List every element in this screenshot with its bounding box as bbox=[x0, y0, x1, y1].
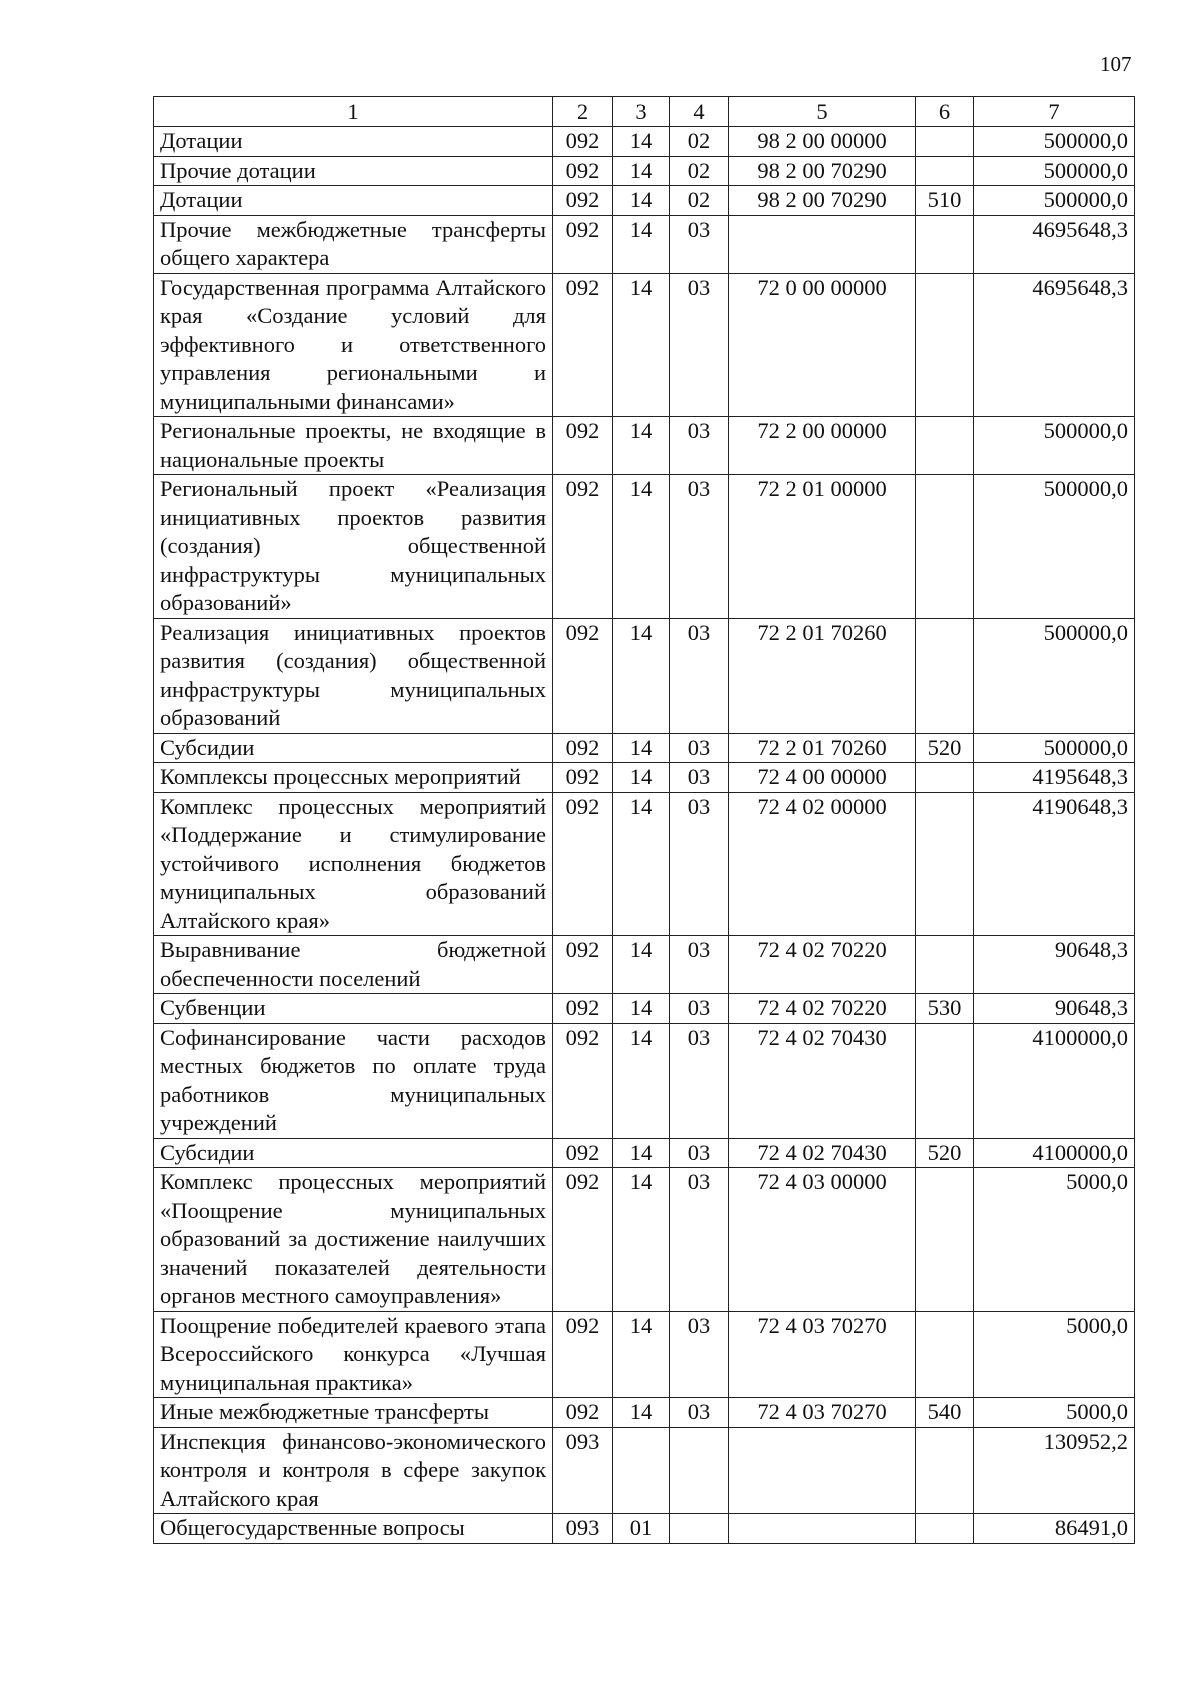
amount-cell: 500000,0 bbox=[974, 127, 1135, 157]
name-cell: Государственная программа Алтайского края «Создание условий для эффективного и ответственного управления региональными и муниципальными финансами» bbox=[154, 273, 553, 417]
amount-cell: 4195648,3 bbox=[974, 763, 1135, 793]
amount-cell: 90648,3 bbox=[974, 994, 1135, 1024]
name-cell: Прочие дотации bbox=[154, 156, 553, 186]
header-cell: 2 bbox=[553, 97, 613, 127]
table-row bbox=[154, 994, 1135, 1024]
code-cell-5: 72 4 02 70430 bbox=[729, 1023, 916, 1138]
code-cell-5: 98 2 00 00000 bbox=[729, 127, 916, 157]
code-cell-5 bbox=[729, 1514, 916, 1544]
amount-cell: 5000,0 bbox=[974, 1398, 1135, 1428]
code-cell-3: 14 bbox=[613, 1311, 670, 1398]
name-cell: Инспекция финансово-экономического контроля и контроля в сфере закупок Алтайского края bbox=[154, 1427, 553, 1514]
code-cell-4: 03 bbox=[670, 417, 729, 475]
amount-cell: 4695648,3 bbox=[974, 215, 1135, 273]
code-cell-6 bbox=[916, 792, 974, 936]
code-cell-6 bbox=[916, 1023, 974, 1138]
table-row bbox=[154, 733, 1135, 763]
table-row bbox=[154, 618, 1135, 733]
code-cell-3: 14 bbox=[613, 936, 670, 994]
name-cell: Поощрение победителей краевого этапа Всероссийского конкурса «Лучшая муниципальная практика» bbox=[154, 1311, 553, 1398]
name-cell: Дотации bbox=[154, 127, 553, 157]
code-cell-4: 03 bbox=[670, 1398, 729, 1428]
amount-cell: 4100000,0 bbox=[974, 1138, 1135, 1168]
amount-cell: 500000,0 bbox=[974, 156, 1135, 186]
table-row bbox=[154, 936, 1135, 994]
name-cell: Софинансирование части расходов местных бюджетов по оплате труда работников муниципальных учреждений bbox=[154, 1023, 553, 1138]
amount-cell: 500000,0 bbox=[974, 475, 1135, 619]
code-cell-4: 02 bbox=[670, 186, 729, 216]
code-cell-4 bbox=[670, 1427, 729, 1514]
code-cell-4: 03 bbox=[670, 618, 729, 733]
name-cell: Субсидии bbox=[154, 733, 553, 763]
code-cell-3: 14 bbox=[613, 763, 670, 793]
code-cell-3: 14 bbox=[613, 127, 670, 157]
code-cell-5: 98 2 00 70290 bbox=[729, 186, 916, 216]
code-cell-3: 14 bbox=[613, 1023, 670, 1138]
table-row bbox=[154, 417, 1135, 475]
table-row bbox=[154, 1514, 1135, 1544]
table-row bbox=[154, 273, 1135, 417]
table-row bbox=[154, 186, 1135, 216]
code-cell-5: 72 4 02 00000 bbox=[729, 792, 916, 936]
code-cell-4: 03 bbox=[670, 1168, 729, 1312]
code-cell-6 bbox=[916, 936, 974, 994]
amount-cell: 5000,0 bbox=[974, 1311, 1135, 1398]
name-cell: Комплекс процессных мероприятий «Поощрение муниципальных образований за достижение наилучших значений показателей деятельности органов местного самоуправления» bbox=[154, 1168, 553, 1312]
code-cell-6 bbox=[916, 475, 974, 619]
code-cell-3: 14 bbox=[613, 1168, 670, 1312]
code-cell-6 bbox=[916, 127, 974, 157]
table-row bbox=[154, 1138, 1135, 1168]
header-cell: 7 bbox=[974, 97, 1135, 127]
code-cell-6 bbox=[916, 273, 974, 417]
amount-cell: 130952,2 bbox=[974, 1427, 1135, 1514]
amount-cell: 5000,0 bbox=[974, 1168, 1135, 1312]
name-cell: Субсидии bbox=[154, 1138, 553, 1168]
amount-cell: 500000,0 bbox=[974, 186, 1135, 216]
code-cell-5: 72 4 02 70220 bbox=[729, 936, 916, 994]
header-cell: 6 bbox=[916, 97, 974, 127]
code-cell-4: 03 bbox=[670, 763, 729, 793]
name-cell: Дотации bbox=[154, 186, 553, 216]
code-cell-5: 72 4 03 70270 bbox=[729, 1398, 916, 1428]
code-cell-6 bbox=[916, 1311, 974, 1398]
amount-cell: 500000,0 bbox=[974, 733, 1135, 763]
name-cell: Общегосударственные вопросы bbox=[154, 1514, 553, 1544]
code-cell-2: 093 bbox=[553, 1514, 613, 1544]
name-cell: Комплекс процессных мероприятий «Поддержание и стимулирование устойчивого исполнения бюджетов муниципальных образований Алтайского края» bbox=[154, 792, 553, 936]
amount-cell: 500000,0 bbox=[974, 417, 1135, 475]
code-cell-5: 72 4 03 70270 bbox=[729, 1311, 916, 1398]
name-cell: Региональные проекты, не входящие в национальные проекты bbox=[154, 417, 553, 475]
code-cell-5: 72 0 00 00000 bbox=[729, 273, 916, 417]
code-cell-2: 092 bbox=[553, 215, 613, 273]
code-cell-3: 14 bbox=[613, 618, 670, 733]
code-cell-4: 03 bbox=[670, 733, 729, 763]
code-cell-2: 092 bbox=[553, 186, 613, 216]
code-cell-4: 03 bbox=[670, 273, 729, 417]
code-cell-2: 092 bbox=[553, 127, 613, 157]
code-cell-2: 093 bbox=[553, 1427, 613, 1514]
code-cell-5: 72 2 00 00000 bbox=[729, 417, 916, 475]
code-cell-3: 14 bbox=[613, 417, 670, 475]
name-cell: Региональный проект «Реализация инициативных проектов развития (создания) общественной инфраструктуры муниципальных образований» bbox=[154, 475, 553, 619]
code-cell-5 bbox=[729, 1427, 916, 1514]
table-row bbox=[154, 1398, 1135, 1428]
code-cell-5: 72 4 00 00000 bbox=[729, 763, 916, 793]
code-cell-3: 14 bbox=[613, 475, 670, 619]
code-cell-5: 72 4 03 00000 bbox=[729, 1168, 916, 1312]
code-cell-6 bbox=[916, 1168, 974, 1312]
code-cell-3: 14 bbox=[613, 215, 670, 273]
code-cell-3: 14 bbox=[613, 1138, 670, 1168]
code-cell-4: 03 bbox=[670, 936, 729, 994]
code-cell-2: 092 bbox=[553, 273, 613, 417]
code-cell-6 bbox=[916, 417, 974, 475]
code-cell-2: 092 bbox=[553, 417, 613, 475]
code-cell-6: 540 bbox=[916, 1398, 974, 1428]
code-cell-6 bbox=[916, 1514, 974, 1544]
code-cell-6: 530 bbox=[916, 994, 974, 1024]
code-cell-2: 092 bbox=[553, 936, 613, 994]
amount-cell: 90648,3 bbox=[974, 936, 1135, 994]
code-cell-3: 14 bbox=[613, 994, 670, 1024]
amount-cell: 4695648,3 bbox=[974, 273, 1135, 417]
name-cell: Комплексы процессных мероприятий bbox=[154, 763, 553, 793]
table-row bbox=[154, 127, 1135, 157]
code-cell-4: 03 bbox=[670, 994, 729, 1024]
code-cell-6 bbox=[916, 618, 974, 733]
code-cell-2: 092 bbox=[553, 1168, 613, 1312]
code-cell-4: 02 bbox=[670, 156, 729, 186]
amount-cell: 4190648,3 bbox=[974, 792, 1135, 936]
code-cell-4: 03 bbox=[670, 1023, 729, 1138]
name-cell: Прочие межбюджетные трансферты общего характера bbox=[154, 215, 553, 273]
amount-cell: 500000,0 bbox=[974, 618, 1135, 733]
code-cell-5 bbox=[729, 215, 916, 273]
code-cell-2: 092 bbox=[553, 475, 613, 619]
table-row bbox=[154, 1311, 1135, 1398]
table-row bbox=[154, 475, 1135, 619]
table-row bbox=[154, 215, 1135, 273]
code-cell-6 bbox=[916, 156, 974, 186]
code-cell-4: 02 bbox=[670, 127, 729, 157]
name-cell: Субвенции bbox=[154, 994, 553, 1024]
code-cell-2: 092 bbox=[553, 1311, 613, 1398]
code-cell-2: 092 bbox=[553, 1138, 613, 1168]
code-cell-3: 14 bbox=[613, 273, 670, 417]
header-cell: 1 bbox=[154, 97, 553, 127]
code-cell-2: 092 bbox=[553, 994, 613, 1024]
code-cell-2: 092 bbox=[553, 1023, 613, 1138]
amount-cell: 4100000,0 bbox=[974, 1023, 1135, 1138]
code-cell-3: 14 bbox=[613, 156, 670, 186]
header-cell: 5 bbox=[729, 97, 916, 127]
table-header-row bbox=[154, 97, 1135, 127]
code-cell-3: 14 bbox=[613, 733, 670, 763]
code-cell-2: 092 bbox=[553, 763, 613, 793]
code-cell-6: 510 bbox=[916, 186, 974, 216]
code-cell-4 bbox=[670, 1514, 729, 1544]
code-cell-4: 03 bbox=[670, 1138, 729, 1168]
code-cell-4: 03 bbox=[670, 215, 729, 273]
code-cell-3: 14 bbox=[613, 1398, 670, 1428]
table-row bbox=[154, 1023, 1135, 1138]
code-cell-2: 092 bbox=[553, 618, 613, 733]
code-cell-3: 14 bbox=[613, 792, 670, 936]
code-cell-2: 092 bbox=[553, 1398, 613, 1428]
code-cell-6 bbox=[916, 763, 974, 793]
code-cell-5: 72 4 02 70430 bbox=[729, 1138, 916, 1168]
code-cell-6 bbox=[916, 215, 974, 273]
code-cell-5: 72 2 01 70260 bbox=[729, 618, 916, 733]
code-cell-6 bbox=[916, 1427, 974, 1514]
code-cell-5: 72 2 01 70260 bbox=[729, 733, 916, 763]
code-cell-5: 72 4 02 70220 bbox=[729, 994, 916, 1024]
code-cell-2: 092 bbox=[553, 733, 613, 763]
name-cell: Иные межбюджетные трансферты bbox=[154, 1398, 553, 1428]
table-row bbox=[154, 1168, 1135, 1312]
budget-table bbox=[153, 96, 1135, 1544]
code-cell-4: 03 bbox=[670, 792, 729, 936]
table-row bbox=[154, 763, 1135, 793]
code-cell-3: 14 bbox=[613, 186, 670, 216]
code-cell-2: 092 bbox=[553, 792, 613, 936]
name-cell: Выравнивание бюджетной обеспеченности поселений bbox=[154, 936, 553, 994]
header-cell: 4 bbox=[670, 97, 729, 127]
page-number: 107 bbox=[1100, 52, 1132, 76]
table-row bbox=[154, 792, 1135, 936]
amount-cell: 86491,0 bbox=[974, 1514, 1135, 1544]
code-cell-4: 03 bbox=[670, 475, 729, 619]
code-cell-6: 520 bbox=[916, 1138, 974, 1168]
name-cell: Реализация инициативных проектов развития (создания) общественной инфраструктуры муниципальных образований bbox=[154, 618, 553, 733]
header-cell: 3 bbox=[613, 97, 670, 127]
code-cell-3 bbox=[613, 1427, 670, 1514]
code-cell-4: 03 bbox=[670, 1311, 729, 1398]
code-cell-2: 092 bbox=[553, 156, 613, 186]
code-cell-5: 72 2 01 00000 bbox=[729, 475, 916, 619]
code-cell-5: 98 2 00 70290 bbox=[729, 156, 916, 186]
table-row bbox=[154, 156, 1135, 186]
code-cell-3: 01 bbox=[613, 1514, 670, 1544]
table-row bbox=[154, 1427, 1135, 1514]
code-cell-6: 520 bbox=[916, 733, 974, 763]
